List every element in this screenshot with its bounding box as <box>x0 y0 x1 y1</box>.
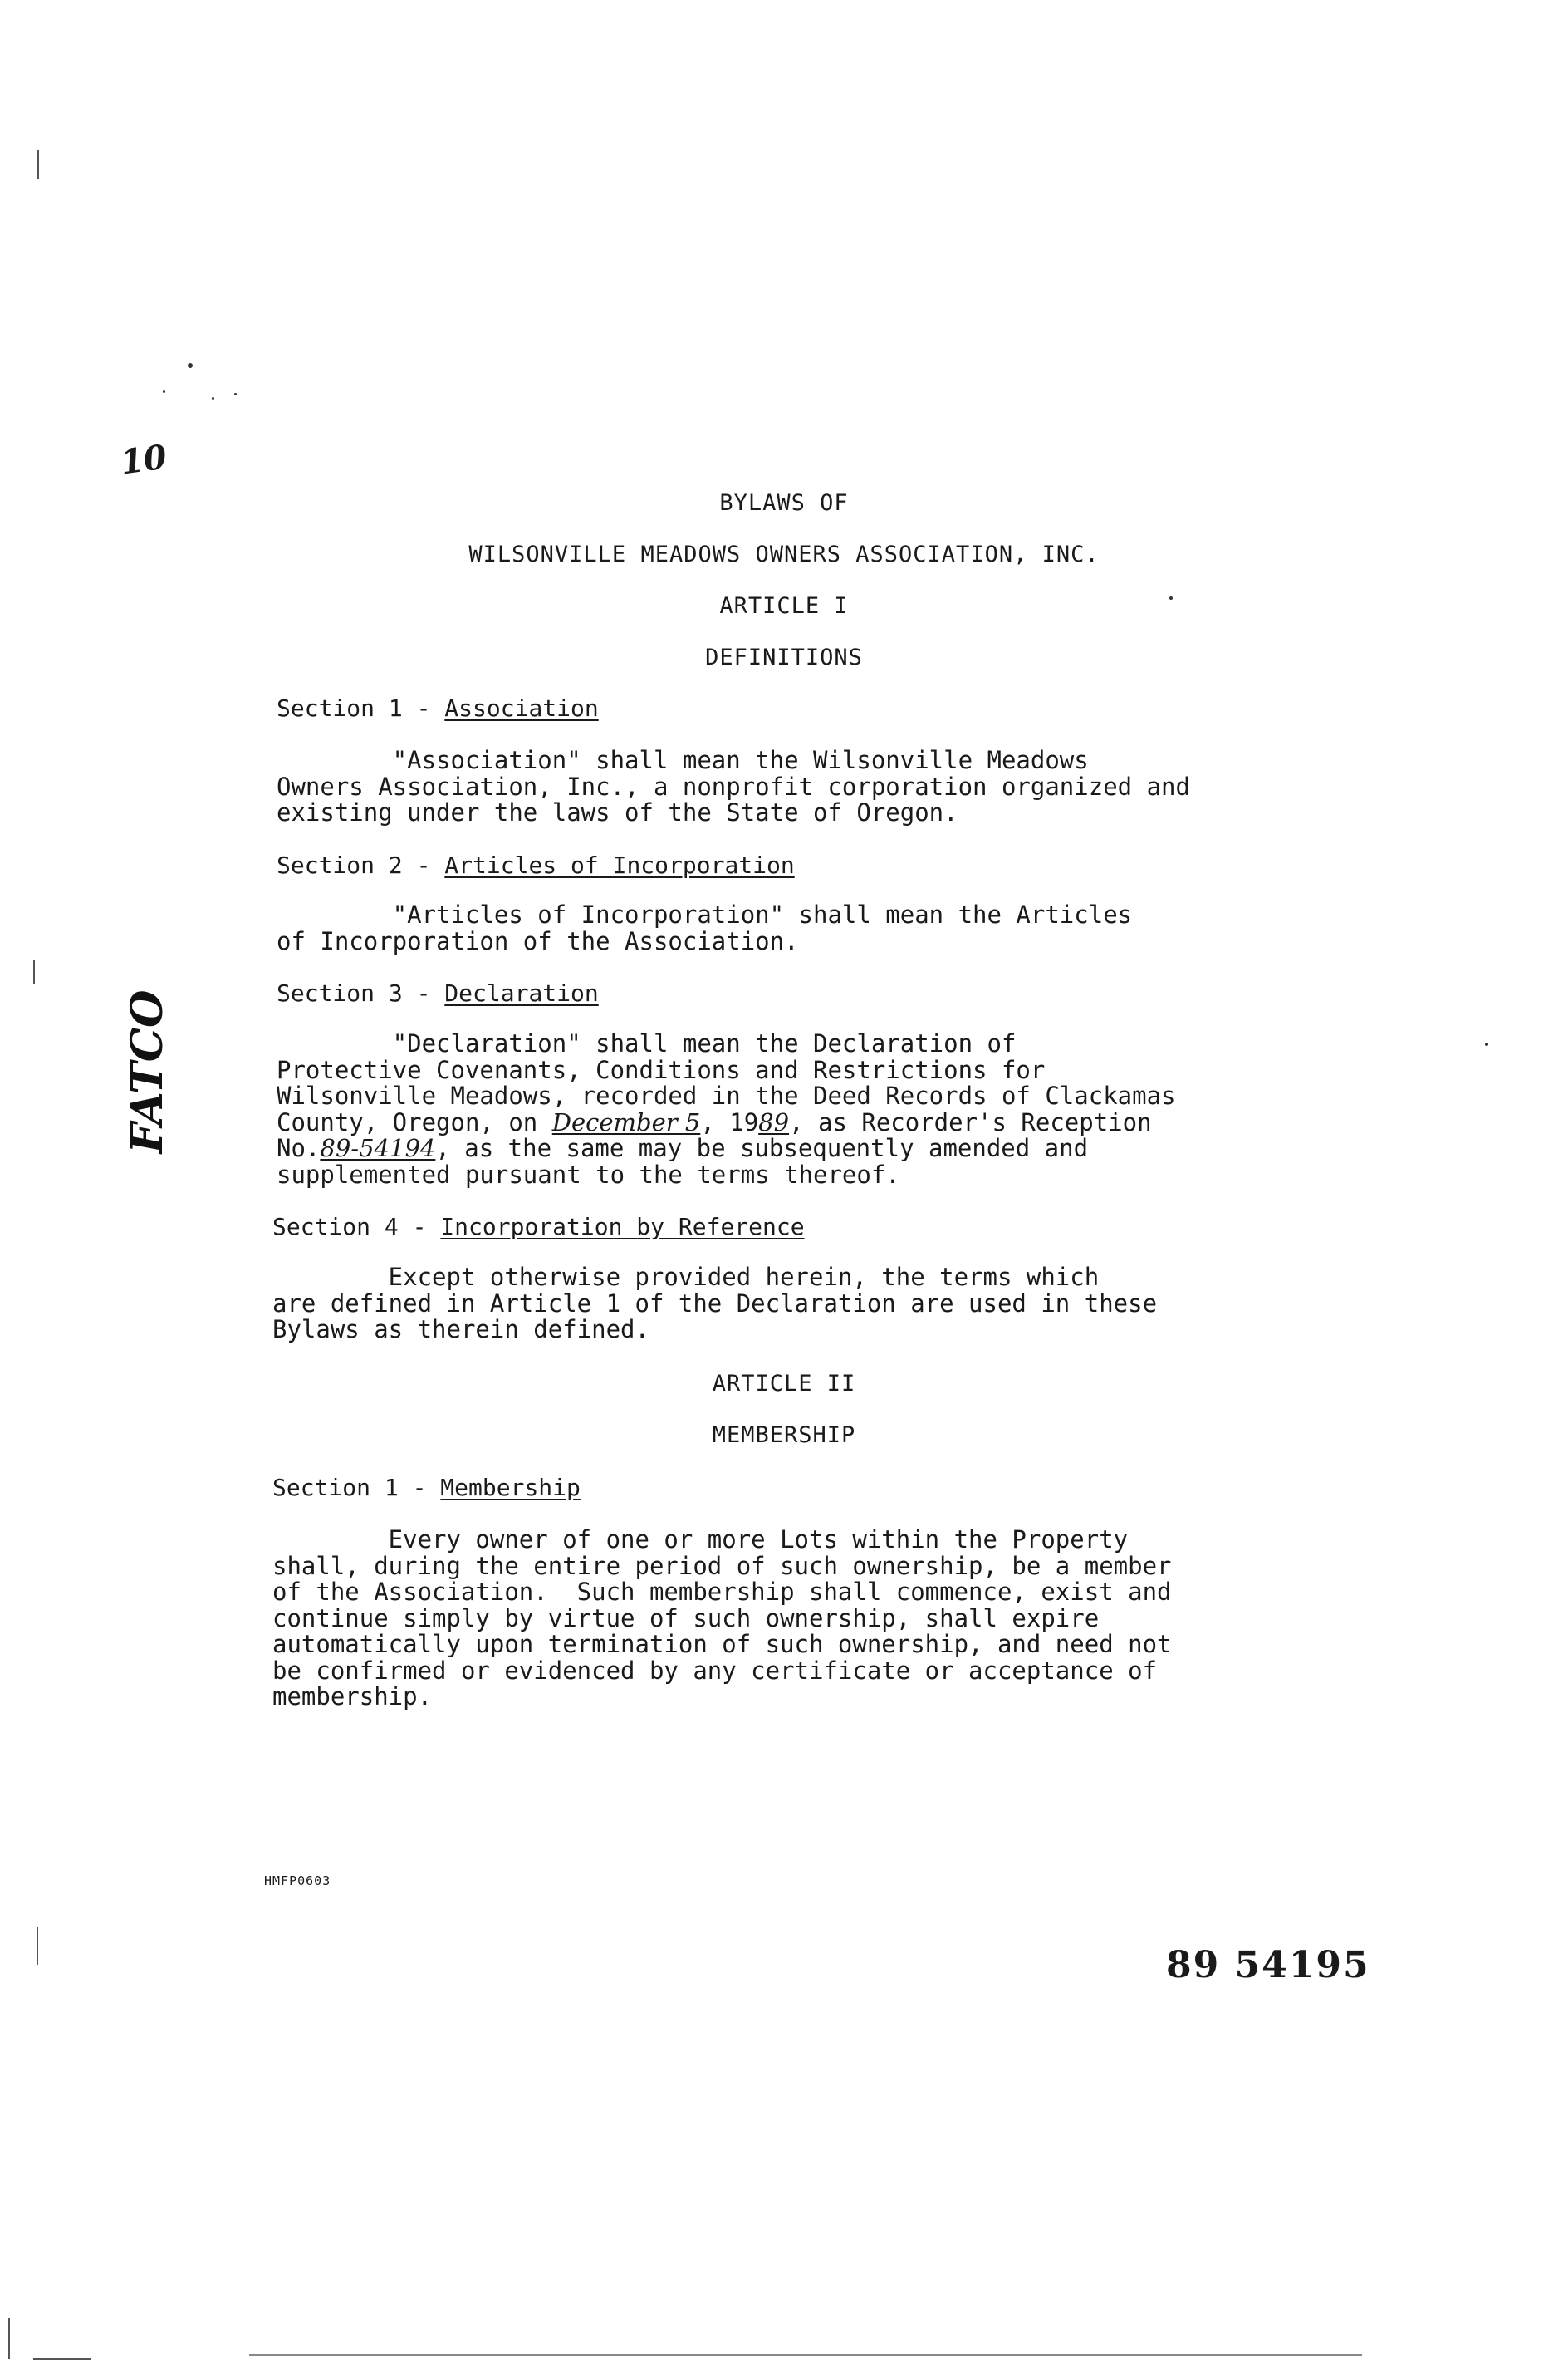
handwritten-margin-note: 10 <box>118 437 169 483</box>
article-2-subheading: MEMBERSHIP <box>712 1422 856 1448</box>
scan-speck <box>234 393 237 395</box>
document-title: BYLAWS OF <box>719 490 849 516</box>
section-body <box>277 1031 1176 1188</box>
handwritten-reception-number: 89-54194 <box>320 1134 436 1162</box>
scan-bottom-mark <box>33 2358 91 2360</box>
handwritten-date: December 5 <box>551 1107 701 1136</box>
section-body: "Articles of Incorporation" shall mean the Articles of Incorporation of the Association. <box>277 901 1133 955</box>
article-1-subheading: DEFINITIONS <box>705 645 863 670</box>
section-prefix: Section 3 - <box>277 979 445 1007</box>
section-body: Except otherwise provided herein, the terms which are defined in Article 1 of the Declaration are used in these Bylaws as therein defined. <box>272 1263 1158 1343</box>
stamp-text: FATCO <box>122 989 173 1154</box>
section-title: Incorporation by Reference <box>440 1213 805 1240</box>
section-heading <box>272 1213 805 1240</box>
body-text: "Declaration" shall mean the Declaration of Protective Covenants, Conditions and Restrictions for Wilsonville Meadows, recorded in the Deed Records of Clackamas County, Oregon, on <box>277 1029 1176 1136</box>
recording-number: 89 54195 <box>1166 1944 1370 1986</box>
section-body: Every owner of one or more Lots within the Property shall, during the entire period of such ownership, be a member of the Association. Such membership shall commence, exist and continue simply by virtue of such ownership, shall expire automatically upon termination of such ownership, and need not be confirmed or evidenced by any certificate or acceptance of membership. <box>272 1525 1172 1711</box>
association-name: WILSONVILLE MEADOWS OWNERS ASSOCIATION, INC. <box>468 542 1100 567</box>
scan-speck <box>188 363 193 368</box>
section-prefix: Section 1 - <box>272 1474 441 1501</box>
section-title: Association <box>444 695 599 722</box>
scan-edge-mark <box>37 150 39 179</box>
section-prefix: Section 1 - <box>277 695 445 722</box>
scan-speck <box>212 397 214 400</box>
section-heading <box>277 979 599 1007</box>
scan-edge-mark <box>37 1927 38 1965</box>
scan-speck <box>1485 1043 1488 1046</box>
section-title: Membership <box>440 1474 581 1501</box>
section-prefix: Section 4 - <box>272 1213 441 1240</box>
article-1-heading: ARTICLE I <box>719 593 849 619</box>
scan-speck <box>1169 596 1173 600</box>
scan-speck <box>163 390 165 393</box>
section-title: Declaration <box>444 979 599 1007</box>
scan-edge-mark <box>8 2318 10 2359</box>
body-text: , as Recorder's Reception No. <box>277 1107 1152 1162</box>
scan-bottom-line <box>249 2354 1362 2356</box>
fatco-stamp <box>122 989 191 1154</box>
section-body: "Association" shall mean the Wilsonville Meadows Owners Association, Inc., a nonprofit corporation organized and existing under the laws of the State of Oregon. <box>277 746 1190 827</box>
body-text: , 19 <box>700 1107 759 1136</box>
section-prefix: Section 2 - <box>277 852 445 879</box>
section-heading <box>277 695 599 722</box>
body-text: , as the same may be subsequently amended and supplemented pursuant to the terms thereof. <box>277 1134 1089 1189</box>
scan-edge-mark <box>33 960 35 984</box>
article-2-heading: ARTICLE II <box>712 1371 856 1397</box>
section-title: Articles of Incorporation <box>444 852 795 879</box>
section-heading <box>277 852 795 879</box>
section-heading <box>272 1474 581 1501</box>
form-code: HMFP0603 <box>264 1873 331 1888</box>
handwritten-year: 89 <box>758 1107 790 1136</box>
